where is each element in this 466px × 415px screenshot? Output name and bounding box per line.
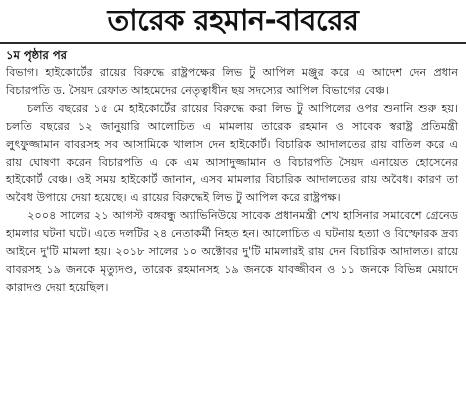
headline-rule (0, 42, 466, 44)
continuation-label: ১ম পৃষ্ঠার পর (6, 48, 67, 62)
article-paragraph: ২০০৪ সালের ২১ আগস্ট বঙ্গবন্ধু অ্যাভিনিউয়ে সাবেক প্রধানমন্ত্রী শেখ হাসিনার সমাবেশে গ্রেনেড হামলার ঘটনা ঘটে। এতে দলটির ২৪ নেতাকর্মী নিহত হন। আলোচিত এ ঘটনায় হত্যা ও বিস্ফোরক দ্রব্য আইনে দু'টি মামলা হয়। ২০১৮ সালের ১০ অক্টোবর দু'টি মামলারই রায় দেন বিচারিক আদালত। রায়ে বাবরসহ ১৯ জনকে মৃত্যুদণ্ড, তারেক রহমানসহ ১৯ জনকে যাবজ্জীবন ও ১১ জনকে বিভিন্ন মেয়াদে কারাদণ্ড দেয়া হয়েছিল। (6, 209, 458, 294)
headline: তারেক রহমান-বাবরের (107, 3, 359, 37)
article-paragraph: বিভাগ। হাইকোর্টের রায়ের বিরুদ্ধে রাষ্ট্রপক্ষের লিভ টু আপিল মঞ্জুর করে এ আদেশ দেন প্রধান বিচারপতি ড. সৈয়দ রেফাত আহমেদের নেতৃত্বাধীন ছয় সদস্যের আপিল বিভাগের বেঞ্চ। (6, 66, 458, 97)
article-body (6, 64, 458, 297)
article-paragraph: চলতি বছরের ১৫ মে হাইকোর্টের রায়ের বিরুদ্ধে করা লিভ টু আপিলের ওপর শুনানি শুরু হয়। চলতি বছরের ১২ জানুয়ারি আলোচিত এ মামলায় তারেক রহমান ও সাবেক স্বরাষ্ট্র প্রতিমন্ত্রী লুৎফুজ্জামান বাবরসহ সব আসামিকে খালাস দেন হাইকোর্ট। বিচারিক আদালতের রায় বাতিল করে এ রায় ঘোষণা করেন বিচারপতি এ কে এম আসাদুজ্জামান ও বিচারপতি সৈয়দ এনায়েত হোসেনের হাইকোর্ট বেঞ্চ। ওই সময় হাইকোর্ট জানান, এসব মামলার বিচারিক আদালতের রায় অবৈধ। কারণ তা অবৈধ উপায়ে দেয়া হয়েছে। এ রায়ের বিরুদ্ধেই লিভ টু আপিল করে রাষ্ট্রপক্ষ। (6, 101, 458, 205)
